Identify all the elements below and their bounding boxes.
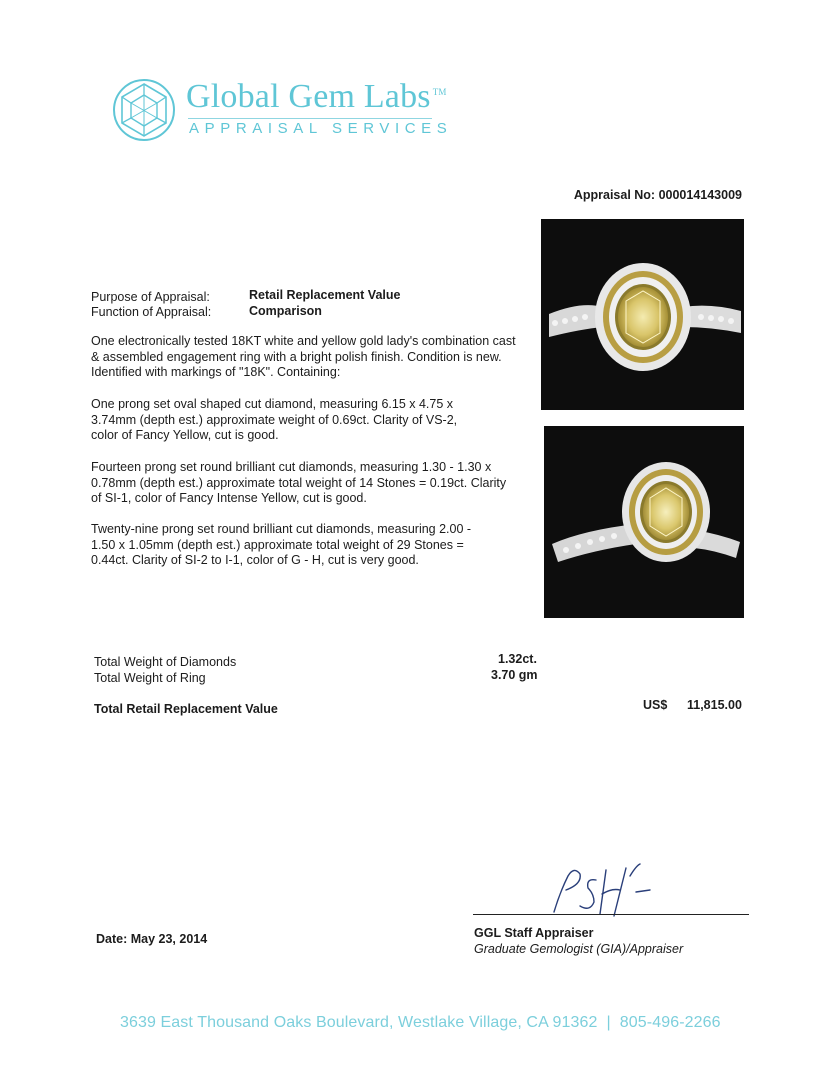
footer-separator: |: [606, 1014, 611, 1031]
trademark-mark: TM: [432, 86, 447, 97]
total-retail-value-label: Total Retail Replacement Value: [94, 702, 278, 716]
appraiser-title: Graduate Gemologist (GIA)/Appraiser: [474, 942, 684, 956]
description-white-melee: Twenty-nine prong set round brilliant cut diamonds, measuring 2.00 - 1.50 x 1.05mm (depth est.) approximate total weight of 29 Stones = 0.44ct. Clarity of SI-2 to I-1, color of G - H, cut is very good.: [91, 522, 472, 567]
appraisal-date: Date: May 23, 2014: [96, 932, 208, 946]
total-diamond-weight-value: 1.32ct.: [498, 652, 537, 666]
total-ring-weight-value: 3.70 gm: [491, 668, 538, 682]
footer-address: 3639 East Thousand Oaks Boulevard, Westlake Village, CA 91362: [120, 1014, 598, 1031]
function-value: Comparison: [249, 304, 322, 318]
purpose-label: Purpose of Appraisal:: [91, 290, 210, 304]
appraiser-name: GGL Staff Appraiser: [474, 926, 594, 940]
description-yellow-melee: Fourteen prong set round brilliant cut diamonds, measuring 1.30 - 1.30 x 0.78mm (depth est.) approximate total weight of 14 Stones = 0.19ct. Clarity of SI-1, color of Fancy Intense Yellow, cut is good.: [91, 460, 507, 505]
total-ring-weight-label: Total Weight of Ring: [94, 671, 206, 685]
footer-phone: 805-496-2266: [619, 1014, 721, 1031]
total-diamond-weight-label: Total Weight of Diamonds: [94, 655, 237, 669]
total-retail-value: 11,815.00: [687, 698, 742, 712]
currency-label: US$: [643, 698, 668, 712]
description-ring: One electronically tested 18KT white and yellow gold lady's combination cast & assembled engagement ring with a bright polish finish. Condition is new. Identified with markings of "18K". Containing:: [91, 334, 516, 379]
logo-wordmark: Global Gem Labs ™: [186, 78, 447, 115]
logo-subtitle: APPRAISAL SERVICES: [189, 120, 453, 137]
logo-gem-icon: [111, 77, 177, 143]
logo-divider: [188, 118, 432, 119]
function-label: Function of Appraisal:: [91, 305, 212, 319]
appraisal-number: Appraisal No: 000014143009: [573, 188, 742, 202]
ring-angle-view-photo: [544, 426, 744, 618]
description-center-stone: One prong set oval shaped cut diamond, measuring 6.15 x 4.75 x 3.74mm (depth est.) approximate weight of 0.69ct. Clarity of VS-2, color of Fancy Yellow, cut is good.: [91, 397, 458, 442]
footer-contact: [120, 1014, 721, 1032]
signature-line: [473, 914, 749, 915]
appraiser-signature: [540, 862, 680, 920]
purpose-value: Retail Replacement Value: [249, 288, 401, 302]
ring-top-view-photo: [541, 219, 744, 410]
